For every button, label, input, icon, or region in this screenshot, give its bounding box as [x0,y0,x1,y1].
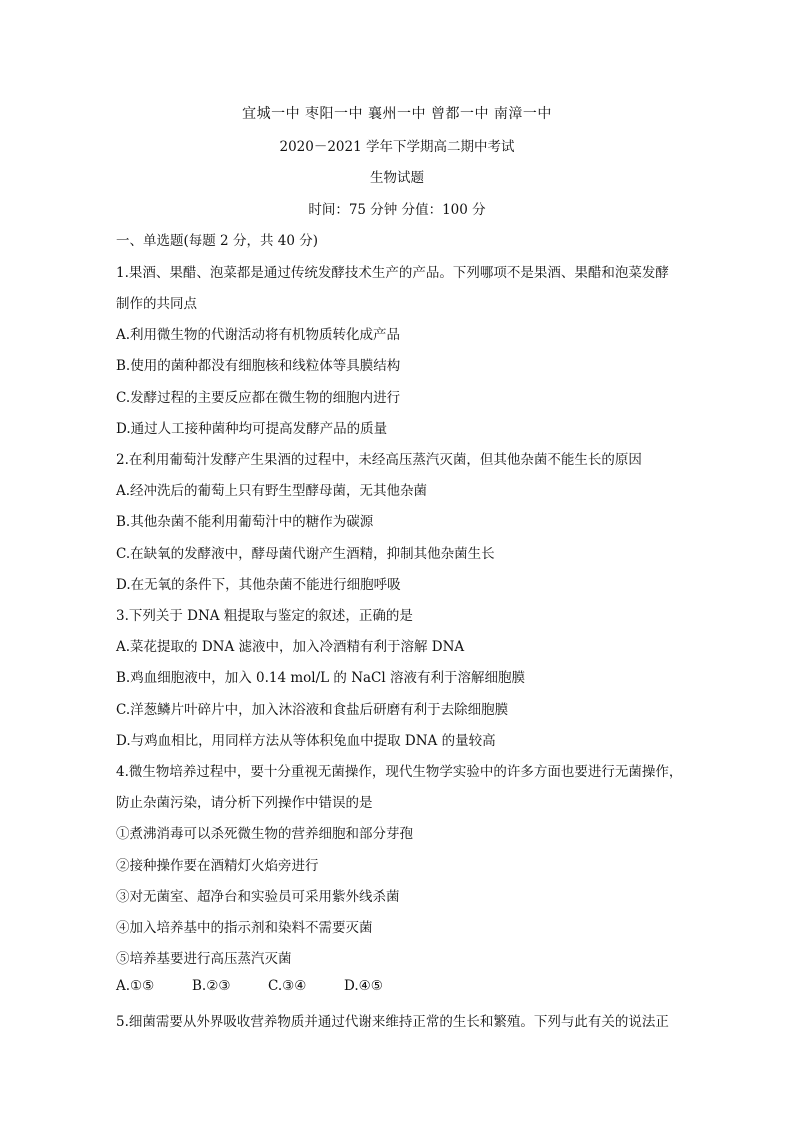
q2-option-c: C.在缺氧的发酵液中，酵母菌代谢产生酒精，抑制其他杂菌生长 [116,546,495,562]
q1-option-d: D.通过人工接种菌种均可提高发酵产品的质量 [116,421,388,437]
term-header: 2020－2021 学年下学期高二期中考试 [279,139,515,155]
time-score-info: 时间：75 分钟 分值：100 分 [308,202,486,218]
q2-stem: 2.在利用葡萄汁发酵产生果酒的过程中，未经高压蒸汽灭菌，但其他杂菌不能生长的原因 [116,452,642,468]
q4-item: ①煮沸消毒可以杀死微生物的营养细胞和部分芽孢 [116,826,413,842]
q4-item: ⑤培养基要进行高压蒸汽灭菌 [116,951,292,967]
q3-option-d: D.与鸡血相比，用同样方法从等体积兔血中提取 DNA 的量较高 [116,733,496,749]
q3-option-a: A.菜花提取的 DNA 滤液中，加入冷酒精有利于溶解 DNA [116,639,465,655]
q4-stem-line2: 防止杂菌污染，请分析下列操作中错误的是 [116,795,373,811]
q3-option-c: C.洋葱鳞片叶碎片中，加入沐浴液和食盐后研磨有利于去除细胞膜 [116,702,509,718]
q3-option-b: B.鸡血细胞液中，加入 0.14 mol/L 的 NaCl 溶液有利于溶解细胞膜 [116,670,525,686]
q2-option-b: B.其他杂菌不能利用葡萄汁中的糖作为碳源 [116,514,374,530]
q4-choice-d: D.④⑤ [344,978,383,994]
q1-option-b: B.使用的菌种都没有细胞核和线粒体等具膜结构 [116,358,401,374]
q4-choice-b: B.②③ [192,978,231,994]
q1-option-a: A.利用微生物的代谢活动将有机物质转化成产品 [116,327,401,343]
q1-stem-line2: 制作的共同点 [116,296,197,312]
q4-choice-c: C.③④ [268,978,307,994]
q4-item: ②接种操作要在酒精灯火焰旁进行 [116,858,319,874]
q2-option-a: A.经冲洗后的葡萄上只有野生型酵母菌，无其他杂菌 [116,483,428,499]
q4-choices [116,978,420,994]
section-title: 一、单选题(每题 2 分，共 40 分) [116,233,318,249]
q3-stem: 3.下列关于 DNA 粗提取与鉴定的叙述，正确的是 [116,608,413,624]
q4-item: ④加入培养基中的指示剂和染料不需要灭菌 [116,920,373,936]
q1-stem-line1: 1.果酒、果醋、泡菜都是通过传统发酵技术生产的产品。下列哪项不是果酒、果醋和泡菜发酵 [116,265,669,281]
q2-option-d: D.在无氧的条件下，其他杂菌不能进行细胞呼吸 [116,577,401,593]
q1-option-c: C.发酵过程的主要反应都在微生物的细胞内进行 [116,390,401,406]
q4-stem-line1: 4.微生物培养过程中，要十分重视无菌操作，现代生物学实验中的许多方面也要进行无菌操作， [116,764,683,780]
q4-item: ③对无菌室、超净台和实验员可采用紫外线杀菌 [116,889,400,905]
schools-header: 宜城一中 枣阳一中 襄州一中 曾都一中 南漳一中 [242,106,552,122]
q4-choice-a: A.①⑤ [116,978,155,994]
subject-title: 生物试题 [370,170,424,186]
q5-stem-line1: 5.细菌需要从外界吸收营养物质并通过代谢来维持正常的生长和繁殖。下列与此有关的说法正 [116,1014,669,1030]
